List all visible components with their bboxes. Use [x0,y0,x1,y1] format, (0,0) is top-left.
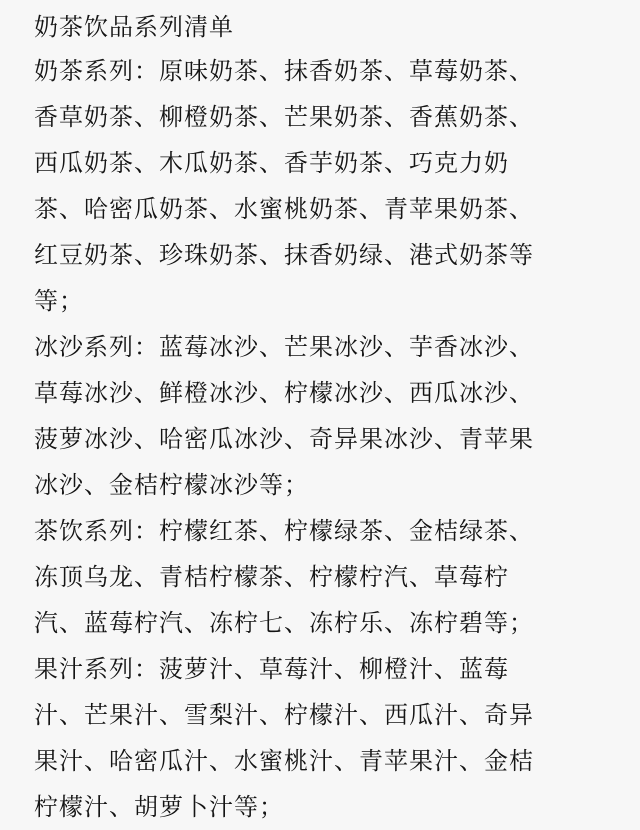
document-title: 奶茶饮品系列清单 [34,13,234,41]
text-line: 汽、蓝莓柠汽、冻柠七、冻柠乐、冻柠碧等； [34,609,534,637]
text-line: 红豆奶茶、珍珠奶茶、抹香奶绿、港式奶茶等 [34,241,534,269]
text-line: 柠檬汁、胡萝卜汁等； [34,793,284,821]
document-body [34,48,626,830]
text-line: 果汁系列：菠萝汁、草莓汁、柳橙汁、蓝莓 [34,655,509,683]
text-line: 茶、哈密瓜奶茶、水蜜桃奶茶、青苹果奶茶、 [34,195,534,223]
text-line: 果汁、哈密瓜汁、水蜜桃汁、青苹果汁、金桔 [34,747,534,775]
text-line: 冻顶乌龙、青桔柠檬茶、柠檬柠汽、草莓柠 [34,563,509,591]
text-line: 等； [34,287,84,315]
text-line: 冰沙系列：蓝莓冰沙、芒果冰沙、芋香冰沙、 [34,333,534,361]
text-line: 茶饮系列：柠檬红茶、柠檬绿茶、金桔绿茶、 [34,517,534,545]
text-line: 草莓冰沙、鲜橙冰沙、柠檬冰沙、西瓜冰沙、 [34,379,534,407]
text-line: 奶茶系列：原味奶茶、抹香奶茶、草莓奶茶、 [34,57,534,85]
text-line: 香草奶茶、柳橙奶茶、芒果奶茶、香蕉奶茶、 [34,103,534,131]
text-line: 汁、芒果汁、雪梨汁、柠檬汁、西瓜汁、奇异 [34,701,534,729]
text-line: 冰沙、金桔柠檬冰沙等； [34,471,309,499]
text-line: 西瓜奶茶、木瓜奶茶、香芋奶茶、巧克力奶 [34,149,509,177]
text-line: 菠萝冰沙、哈密瓜冰沙、奇异果冰沙、青苹果 [34,425,534,453]
